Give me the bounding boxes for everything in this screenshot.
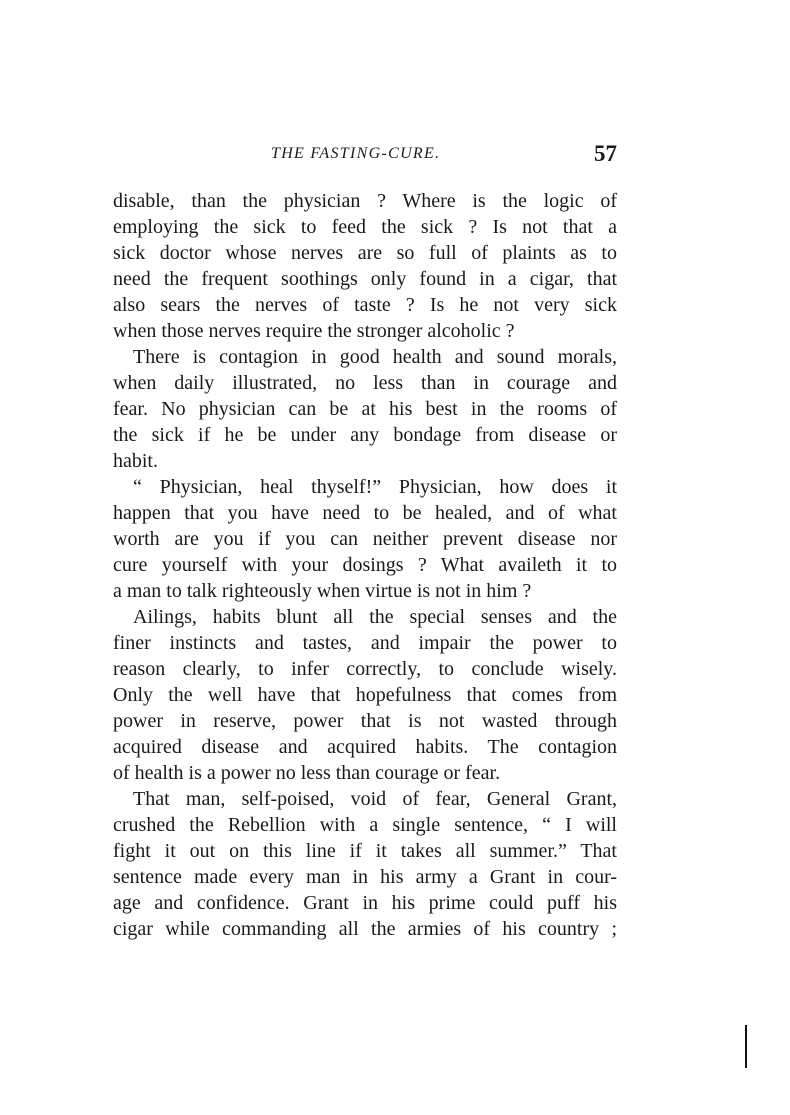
text-line: That man, self-poised, void of fear, General Grant,	[133, 788, 617, 810]
text-line: need the frequent soothings only found in a cigar, that	[113, 268, 617, 290]
text-line: employing the sick to feed the sick ? Is not that a	[113, 216, 617, 238]
text-line: power in reserve, power that is not wasted through	[113, 710, 617, 732]
text-line: age and confidence. Grant in his prime could puff his	[113, 892, 617, 914]
text-line: the sick if he be under any bondage from disease or	[113, 424, 617, 446]
text-line: reason clearly, to infer correctly, to conclude wisely.	[113, 658, 617, 680]
text-line: when those nerves require the stronger alcoholic ?	[113, 320, 515, 342]
text-line: of health is a power no less than courage or fear.	[113, 762, 501, 784]
text-line: a man to talk righteously when virtue is not in him ?	[113, 580, 532, 602]
text-line: cure yourself with your dosings ? What availeth it to	[113, 554, 617, 576]
text-line: happen that you have need to be healed, and of what	[113, 502, 617, 524]
text-line: There is contagion in good health and sound morals,	[133, 346, 617, 368]
text-line: Only the well have that hopefulness that comes from	[113, 684, 617, 706]
running-title: THE FASTING-CURE.	[271, 145, 441, 162]
text-line: sick doctor whose nerves are so full of plaints as to	[113, 242, 617, 264]
text-line: fight it out on this line if it takes all summer.” That	[113, 840, 617, 862]
text-line: crushed the Rebellion with a single sentence, “ I will	[113, 814, 617, 836]
body-text	[113, 188, 617, 942]
text-line: disable, than the physician ? Where is the logic of	[113, 190, 617, 212]
text-line: cigar while commanding all the armies of his country ;	[113, 918, 617, 940]
text-line: fear. No physician can be at his best in the rooms of	[113, 398, 617, 420]
text-line: when daily illustrated, no less than in courage and	[113, 372, 617, 394]
text-line: habit.	[113, 450, 158, 472]
text-line: finer instincts and tastes, and impair the power to	[113, 632, 617, 654]
text-line: also sears the nerves of taste ? Is he not very sick	[113, 294, 617, 316]
text-line: acquired disease and acquired habits. The contagion	[113, 736, 617, 758]
page-number: 57	[594, 141, 617, 166]
page-header	[113, 143, 617, 171]
margin-mark	[745, 1025, 747, 1068]
text-line: Ailings, habits blunt all the special senses and the	[133, 606, 617, 628]
text-line: “ Physician, heal thyself!” Physician, how does it	[133, 476, 617, 498]
text-line: worth are you if you can neither prevent disease nor	[113, 528, 617, 550]
text-line: sentence made every man in his army a Grant in cour-	[113, 866, 617, 888]
